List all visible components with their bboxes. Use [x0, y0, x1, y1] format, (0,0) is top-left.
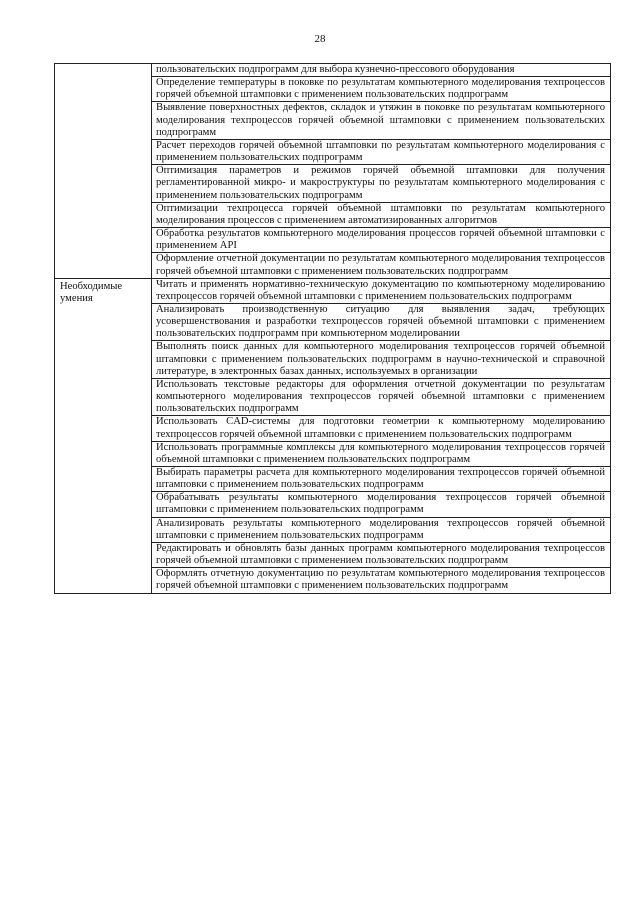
requirement-text: Выполнять поиск данных для компьютерного моделирования техпроцессов горячей объемной штамповки с применением пользовательских подпрограмм в научно-технической и справочной литературе, в электронных базах данных, используемых в организации — [156, 341, 605, 377]
requirement-text: Выбирать параметры расчета для компьютерного моделирования техпроцессов горячей объемной штамповки с применением пользовательских подпрограмм — [156, 467, 605, 491]
requirement-cell — [152, 416, 611, 441]
requirement-cell — [152, 253, 611, 278]
requirement-text: Обрабатывать результаты компьютерного моделирования техпроцессов горячей объемной штамповки с применением пользовательских подпрограмм — [156, 492, 605, 516]
requirement-text: Расчет переходов горячей объемной штамповки по результатам компьютерного моделирования с применением пользовательских подпрограмм — [156, 139, 605, 164]
requirement-text: пользовательских подпрограмм для выбора кузнечно-прессового оборудования — [156, 64, 515, 75]
requirements-table — [54, 63, 611, 594]
requirement-cell — [152, 378, 611, 415]
requirement-cell — [152, 467, 611, 492]
requirement-text: Определение температуры в поковке по результатам компьютерного моделирования техпроцессов горячей объемной штамповки с применением пользовательских подпрограмм — [156, 77, 605, 101]
requirement-text: Оформление отчетной документации по результатам компьютерного моделирования техпроцессов горячей объемной штамповки с применением пользовательских подпрограмм — [156, 253, 605, 277]
section-label-skills: Необходимые умения — [55, 278, 152, 593]
requirement-cell — [152, 228, 611, 253]
page-number: 28 — [314, 33, 326, 45]
requirements-table-body — [55, 64, 611, 594]
requirement-cell — [152, 77, 611, 102]
section-label-continued — [55, 64, 152, 279]
requirement-text: Оптимизация параметров и режимов горячей объемной штамповки для получения регламентированной микро- и макроструктуры по результатам компьютерного моделирования с применением пользовательских подпрограмм — [156, 165, 605, 201]
requirement-text: Редактировать и обновлять базы данных программ компьютерного моделирования техпроцессов горячей объемной штамповки с применением пользовательских подпрограмм — [156, 542, 605, 567]
requirement-cell — [152, 139, 611, 164]
requirement-cell — [152, 568, 611, 593]
requirement-text: Использовать CAD-системы для подготовки геометрии к компьютерному моделированию техпроцессов горячей объемной штамповки с применением пользовательских подпрограмм — [156, 416, 605, 440]
requirement-text: Использовать программные комплексы для компьютерного моделирования техпроцессов горячей объемной штамповки с применением пользовательских подпрограмм — [156, 441, 605, 465]
requirement-text: Анализировать результаты компьютерного моделирования техпроцессов горячей объемной штамповки с применением пользовательских подпрограмм — [156, 517, 605, 541]
requirement-text: Использовать текстовые редакторы для оформления отчетной документации по результатам компьютерного моделирования техпроцессов горячей объемной штамповки с применением пользовательских подпрограмм — [156, 378, 605, 415]
requirement-cell — [152, 303, 611, 340]
requirement-text: Выявление поверхностных дефектов, складок и утяжин в поковке по результатам компьютерного моделирования техпроцессов горячей объемной штамповки с применением пользовательских подпрограмм — [156, 102, 605, 138]
requirement-cell — [152, 278, 611, 303]
requirement-text: Оформлять отчетную документацию по результатам компьютерного моделирования техпроцессов горячей объемной штамповки с применением пользовательских подпрограмм — [156, 568, 605, 592]
requirement-cell — [152, 202, 611, 227]
requirement-cell — [152, 492, 611, 517]
requirement-cell — [152, 542, 611, 567]
requirement-text: Оптимизации техпроцесса горячей объемной штамповки по результатам компьютерного моделирования процессов с применением автоматизированных алгоритмов — [156, 202, 605, 226]
requirement-cell — [152, 64, 611, 77]
requirement-cell — [152, 165, 611, 202]
requirement-cell — [152, 517, 611, 542]
requirement-text: Анализировать производственную ситуацию для выявления задач, требующих усовершенствования и разработки техпроцессов горячей объемной штамповки с применением пользовательских подпрограмм при компьютерном моделировании — [156, 303, 605, 340]
requirement-text: Обработка результатов компьютерного моделирования процессов горячей объемной штамповки с применением API — [156, 228, 605, 252]
requirement-text: Читать и применять нормативно-техническую документацию по компьютерному моделированию техпроцессов горячей объемной штамповки с применением пользовательских подпрограмм — [156, 278, 605, 302]
table-row — [55, 278, 611, 303]
requirement-cell — [152, 441, 611, 466]
table-row — [55, 64, 611, 77]
requirement-cell — [152, 341, 611, 378]
requirement-cell — [152, 102, 611, 139]
